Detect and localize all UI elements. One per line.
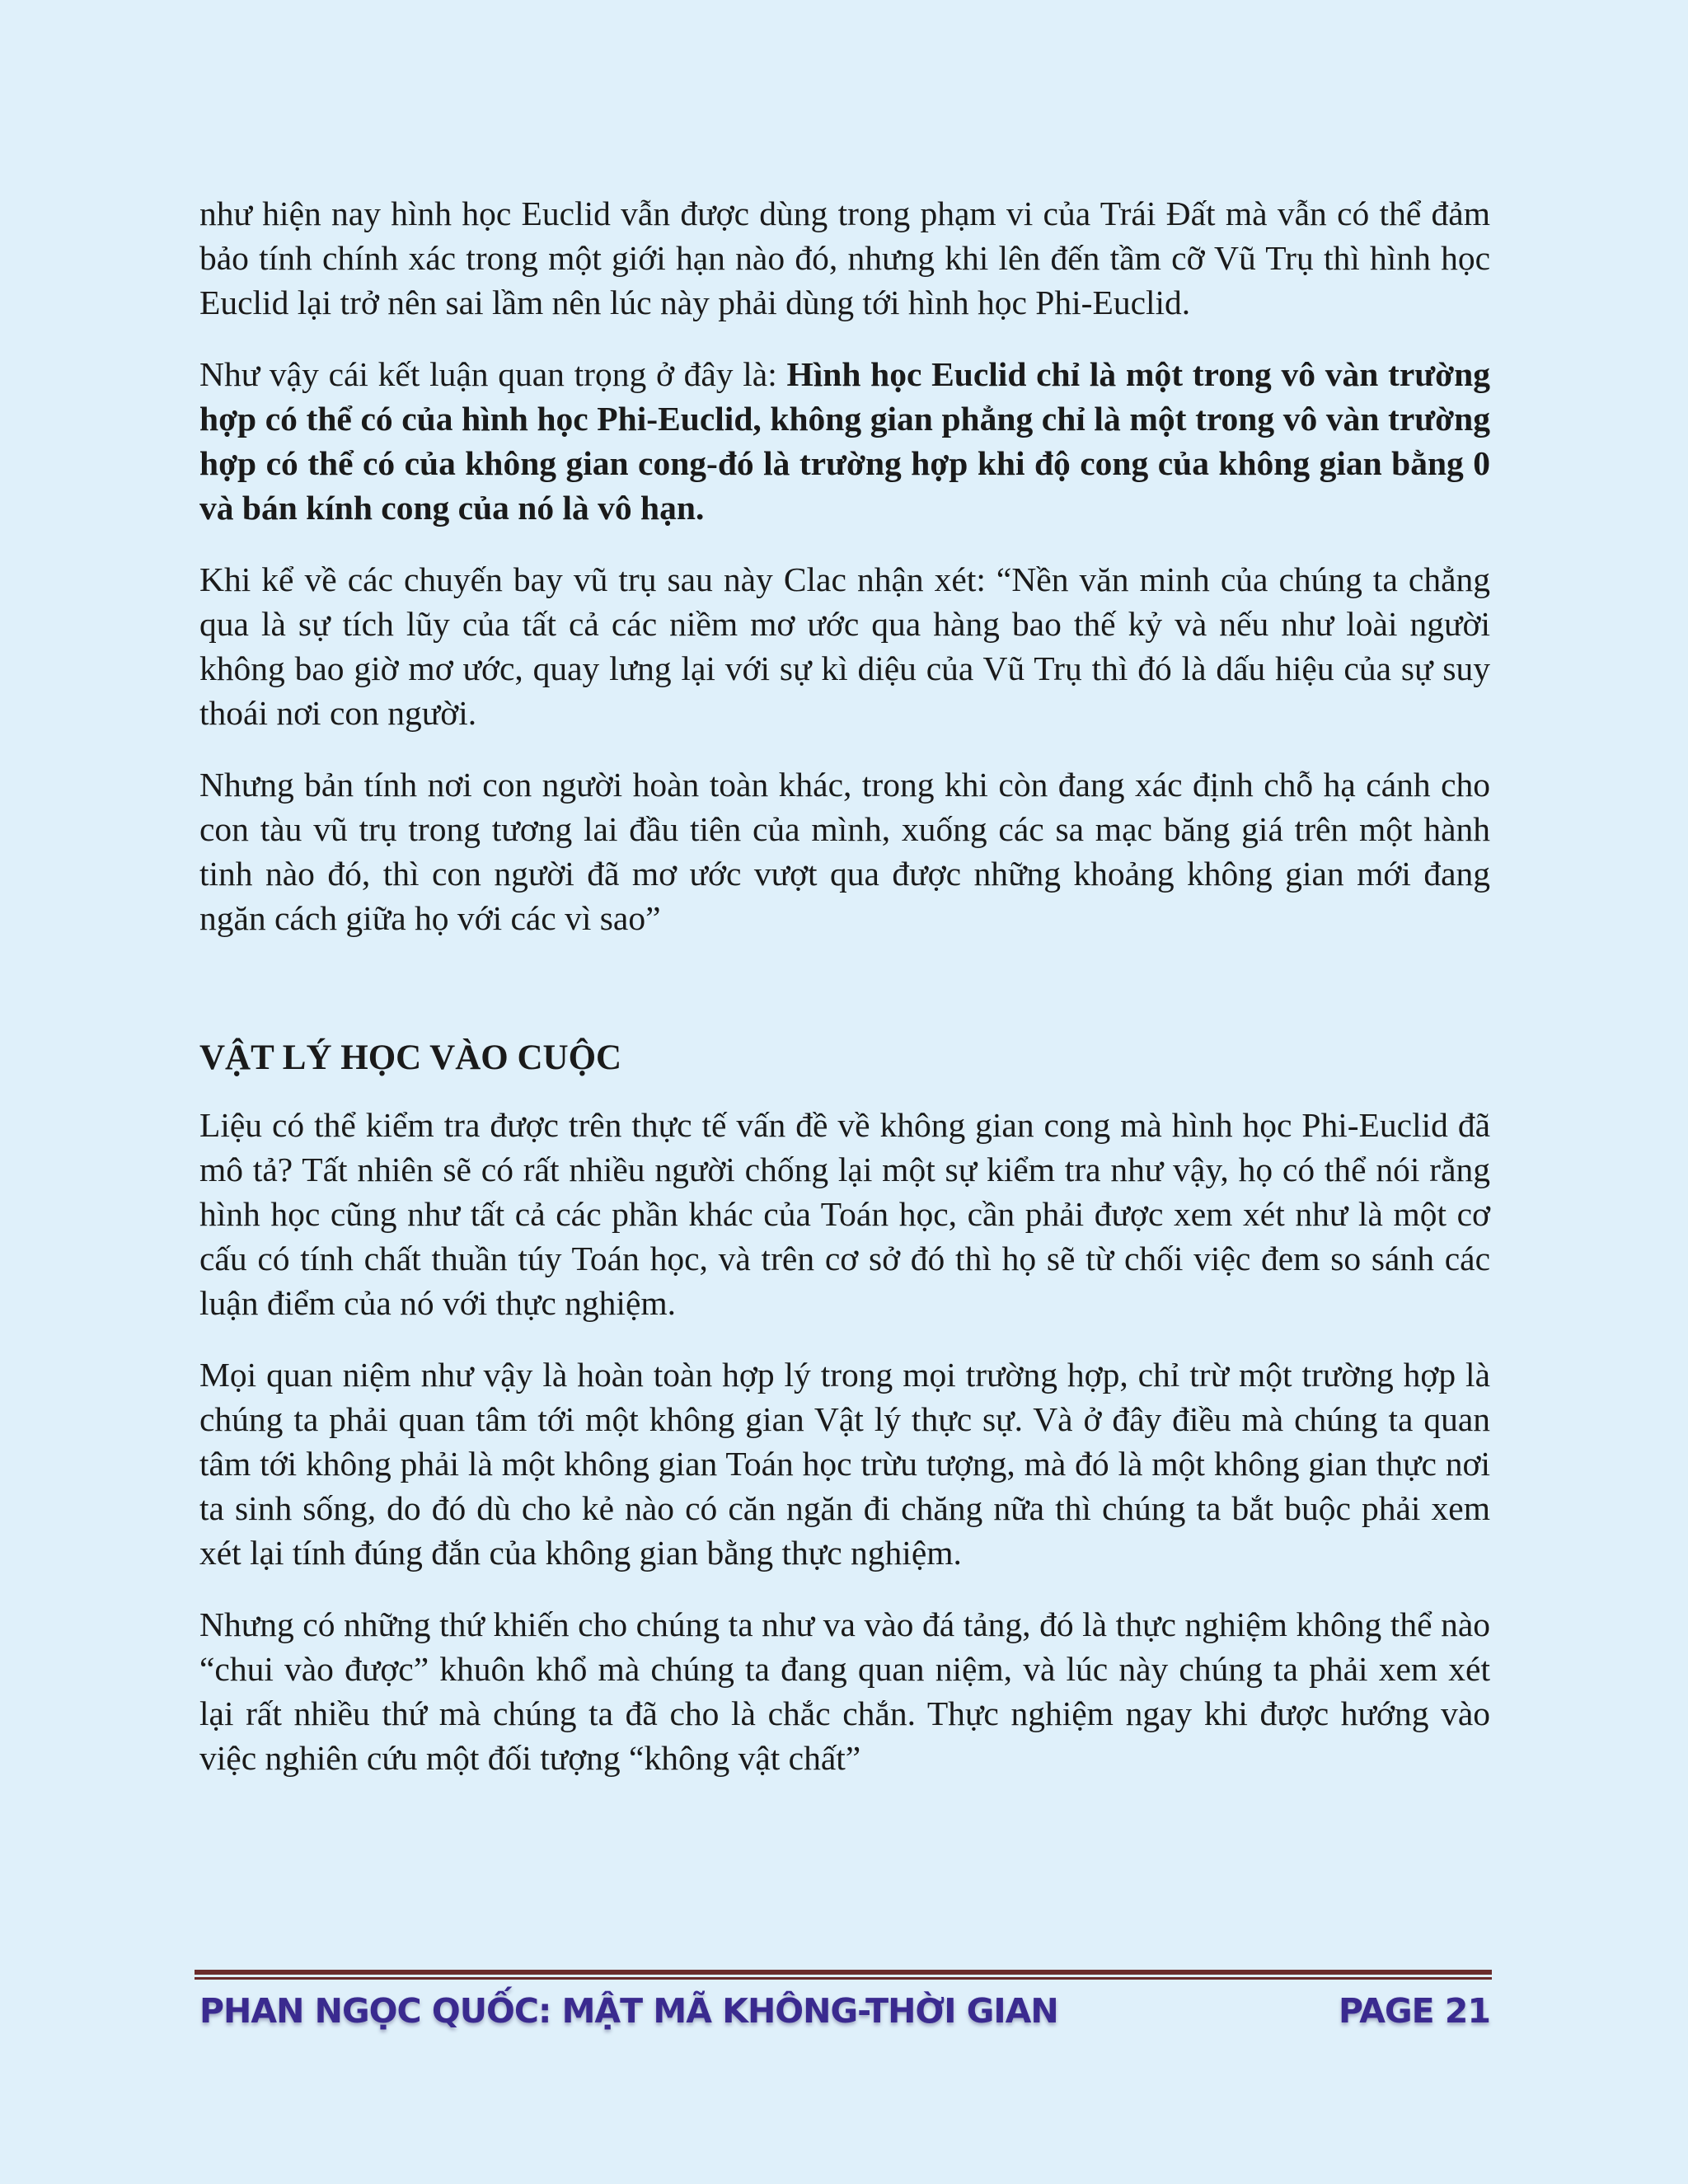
paragraph-6: Mọi quan niệm như vậy là hoàn toàn hợp lý trong mọi trường hợp, chỉ trừ một trường hợp là chúng ta phải quan tâm tới một không gian Vật lý thực sự. Và ở đây điều mà chúng ta quan tâm tới không phải là một không gian Toán học trừu tượng, mà đó là một không gian thực nơi ta sinh sống, do đó dù cho kẻ nào có căn ngăn đi chăng nữa thì chúng ta bắt buộc phải xem xét lại tính đúng đắn của không gian bằng thực nghiệm.	[199, 1356, 1490, 1572]
page-footer	[199, 1986, 1490, 2036]
footer-divider-thin-line	[195, 1977, 1492, 1980]
paragraph-2	[199, 352, 1490, 530]
footer-book-title: PHAN NGỌC QUỐC: MẬT MÃ KHÔNG-THỜI GIAN	[199, 1991, 1058, 2031]
paragraph-2-intro: Như vậy cái kết luận quan trọng ở đây là:	[199, 355, 787, 393]
footer-divider	[195, 1970, 1492, 1981]
paragraph-1: như hiện nay hình học Euclid vẫn được dùng trong phạm vi của Trái Đất mà vẫn có thể đảm bảo tính chính xác trong một giới hạn nào đó, nhưng khi lên đến tầm cỡ Vũ Trụ thì hình học Euclid lại trở nên sai lầm nên lúc này phải dùng tới hình học Phi-Euclid.	[199, 194, 1490, 321]
paragraph-7: Nhưng có những thứ khiến cho chúng ta như va vào đá tảng, đó là thực nghiệm không thể nào “chui vào được” khuôn khổ mà chúng ta đang quan niệm, và lúc này chúng ta phải xem xét lại rất nhiều thứ mà chúng ta đã cho là chắc chắn. Thực nghiệm ngay khi được hướng vào việc nghiên cứu một đối tượng “không vật chất”	[199, 1605, 1490, 1777]
paragraph-2-bold-conclusion: Hình học Euclid chỉ là một trong vô vàn trường hợp có thể có của hình học Phi-Euclid, không gian phẳng chỉ là một trong vô vàn trường hợp có thể có của không gian cong-đó là trường hợp khi độ cong của không gian bằng 0 và bán kính cong của nó là vô hạn.	[199, 355, 1490, 527]
footer-divider-thick-line	[195, 1970, 1492, 1975]
section-heading: VẬT LÝ HỌC VÀO CUỘC	[199, 1038, 622, 1077]
paragraph-3: Khi kể về các chuyến bay vũ trụ sau này Clac nhận xét: “Nền văn minh của chúng ta chẳng qua là sự tích lũy của tất cả các niềm mơ ước qua hàng bao thế kỷ và nếu như loài người không bao giờ mơ ước, quay lưng lại với sự kì diệu của Vũ Trụ thì đó là dấu hiệu của sự suy thoái nơi con người.	[199, 560, 1490, 732]
footer-page-number: PAGE 21	[1338, 1991, 1490, 2031]
paragraph-5: Liệu có thể kiểm tra được trên thực tế vấn đề về không gian cong mà hình học Phi-Euclid đã mô tả? Tất nhiên sẽ có rất nhiều người chống lại một sự kiểm tra như vậy, họ có thể nói rằng hình học cũng như tất cả các phần khác của Toán học, cần phải được xem xét như là một cơ cấu có tính chất thuần túy Toán học, và trên cơ sở đó thì họ sẽ từ chối việc đem so sánh các luận điểm của nó với thực nghiệm.	[199, 1106, 1490, 1322]
page-body	[199, 191, 1490, 1807]
paragraph-4: Nhưng bản tính nơi con người hoàn toàn khác, trong khi còn đang xác định chỗ hạ cánh cho con tàu vũ trụ trong tương lai đầu tiên của mình, xuống các sa mạc băng giá trên một hành tinh nào đó, thì con người đã mơ ước vượt qua được những khoảng không gian mới đang ngăn cách giữa họ với các vì sao”	[199, 766, 1490, 937]
